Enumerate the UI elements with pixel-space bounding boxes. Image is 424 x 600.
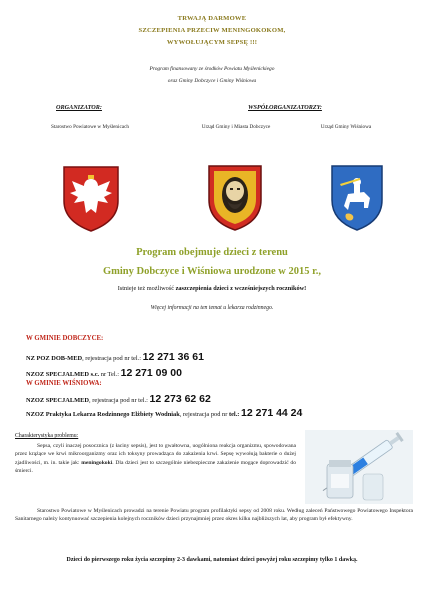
contact-row-wodniak xyxy=(26,407,302,419)
contact-dobmed-phone: 12 271 36 61 xyxy=(142,351,204,363)
description-paragraph-2: Starostwo Powiatowe w Myślenicach prowadzi na terenie Powiatu program profilaktyki sepsy od 2008 roku. Według zaleceń Państwowego Powiatowego Inspektora Sanitarnego należy kontynuować szczepienia kolejnych roczników dzieci przynajmniej przez okres kilku najbliższych lat, aby program był efektywny. xyxy=(15,508,413,523)
contact-specjalmed-sc-phone: 12 271 09 00 xyxy=(120,367,182,379)
contact-specjalmed-sc-name: NZOZ SPECJALMED s.c. xyxy=(26,371,100,378)
contact-row-specjalmed xyxy=(26,393,211,405)
contact-wodniak-name: NZOZ Praktyka Lekarza Rodzinnego Elżbiety Wodniak xyxy=(26,411,180,418)
myslenice-county-crest-icon xyxy=(62,165,120,233)
coorganizers-heading: WSPÓŁORGANIZATORZY: xyxy=(248,104,322,111)
description-paragraph-1 xyxy=(15,442,296,475)
contact-row-dobmed xyxy=(26,351,204,363)
description-p1-b: . Dla dzieci jest to szczególnie niebezpieczne zakażenie mogące doprowadzić do śmierci. xyxy=(15,459,297,474)
contact-specjalmed-label: , rejestracja pod nr tel.: xyxy=(89,397,150,404)
program-line-2: Gminy Dobczyce i Wiśniowa urodzone w 2015 r., xyxy=(102,266,322,277)
contact-specjalmed-phone: 12 273 62 62 xyxy=(149,393,211,405)
vaccine-illustration xyxy=(305,430,413,504)
title-line-3: WYWOŁUJĄCYM SEPSĘ !!! xyxy=(166,39,258,46)
organizer-name: Starostwo Powiatowe w Myślenicach xyxy=(51,124,129,130)
coorganizer-1-name: Urząd Gminy i Miasta Dobczyce xyxy=(201,124,271,130)
organizer-heading: ORGANIZATOR: xyxy=(56,104,102,111)
program-line-3 xyxy=(0,285,424,292)
contact-dobmed-name: NZ POZ DOB-MED xyxy=(26,355,83,362)
dobczyce-heading: W GMINIE DOBCZYCE: xyxy=(26,335,104,342)
description-p1-bold: meningokoki xyxy=(81,459,113,466)
contact-wodniak-label: , rejestracja pod nr xyxy=(179,411,229,418)
title-line-1: TRWAJĄ DARMOWE xyxy=(177,15,247,22)
contact-row-specjalmed-sc xyxy=(26,367,182,379)
contact-dobmed-label: , rejestracja pod nr tel.: xyxy=(82,355,143,362)
coorganizer-2-name: Urząd Gminy Wiśniowa xyxy=(320,124,372,130)
contact-wodniak-tel: tel.: xyxy=(228,411,240,418)
funding-line-1: Program finansowany ze środków Powiatu Myślenickiego xyxy=(149,66,275,72)
wisniowa-heading: W GMINIE WIŚNIOWA: xyxy=(26,380,102,387)
final-note: Dzieci do pierwszego roku życia szczepimy 2-3 dawkami, natomiast dzieci powyżej roku szczepimy tylko 1 dawką. xyxy=(66,557,358,563)
description-heading: Charakterystyka problemu: xyxy=(15,433,79,439)
program-line-3-bold: zaszczepienia dzieci z wcześniejszych roczników! xyxy=(175,285,307,292)
wisniowa-crest-icon xyxy=(330,164,384,232)
funding-line-2: oraz Gminy Dobczyce i Gminy Wiśniowa xyxy=(167,78,257,84)
contact-specjalmed-sc-label: nr Tel.: xyxy=(99,371,121,378)
program-line-4: Więcej informacji na ten temat u lekarza rodzinnego. xyxy=(150,305,274,311)
program-line-1: Program obejmuje dzieci z terenu xyxy=(136,247,288,258)
title-line-2: SZCZEPIENIA PRZECIW MENINGOKOKOM, xyxy=(138,27,286,34)
dobczyce-crest-icon xyxy=(207,164,263,232)
program-line-3-prefix: Istnieje też możliwość xyxy=(117,285,176,292)
contact-wodniak-phone: 12 271 44 24 xyxy=(241,407,303,419)
contact-specjalmed-name: NZOZ SPECJALMED xyxy=(26,397,90,404)
description-p1-a: Sepsa, czyli inaczej posocznica (z łaciny sepsis), jest to gwałtowna, uogólniona reakcja organizmu, spowodowana przez krążące we krwi mikroorganizmy oraz ich toksyny prowadząca do zakażenia krwi. Sepsę wywołują bakterie o dużej zjadliwości, m. in. takie jak: xyxy=(15,443,296,466)
